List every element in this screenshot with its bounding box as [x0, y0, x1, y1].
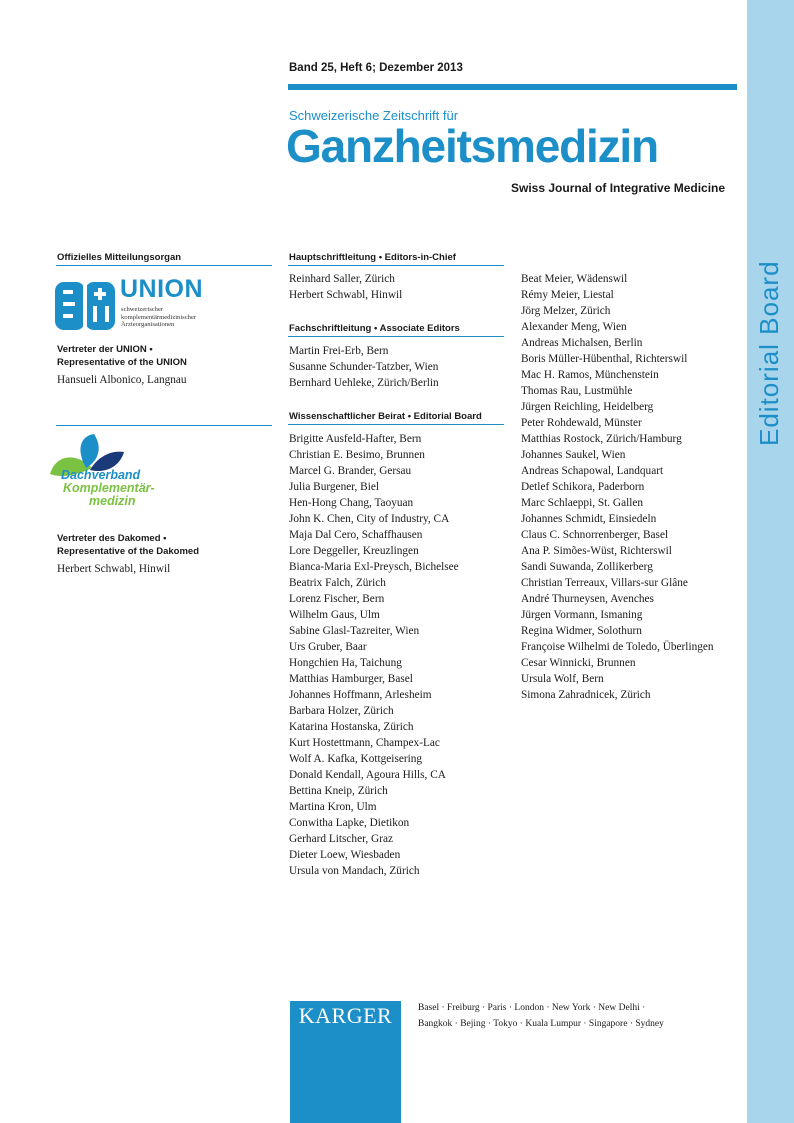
list-item: Conwitha Lapke, Dietikon — [289, 817, 410, 829]
list-item: Ana P. Simões-Wüst, Richterswil — [521, 545, 672, 557]
associate-editors-rule — [288, 336, 504, 337]
publisher-cities-line: Bangkok · Bejing · Tokyo · Kuala Lumpur · Singapore · Sydney — [418, 1019, 664, 1029]
list-item: Jürgen Vormann, Ismaning — [521, 609, 643, 621]
left-rule-mid — [56, 425, 272, 426]
list-item: Cesar Winnicki, Brunnen — [521, 657, 636, 669]
list-item: Jörg Melzer, Zürich — [521, 305, 611, 317]
associate-editors-heading: Fachschriftleitung • Associate Editors — [289, 323, 460, 334]
union-logo-subtext — [121, 306, 261, 329]
union-sub-line: schweizerischer — [121, 306, 164, 313]
list-item: Martina Kron, Ulm — [289, 801, 377, 813]
list-item: Johannes Saukel, Wien — [521, 449, 626, 461]
list-item: Detlef Schikora, Paderborn — [521, 481, 645, 493]
editorial-board-heading: Wissenschaftlicher Beirat • Editorial Board — [289, 411, 482, 422]
list-item: Susanne Schunder-Tatzber, Wien — [289, 361, 439, 373]
editorial-board-column-2 — [521, 271, 714, 703]
list-item: Bernhard Uehleke, Zürich/Berlin — [289, 377, 439, 389]
karger-logo-word: KARGER — [298, 1003, 393, 1028]
list-item: Hongchien Ha, Taichung — [289, 657, 402, 669]
editors-in-chief-list — [289, 271, 402, 303]
dakomed-rep-heading-line: Vertreter des Dakomed • — [57, 533, 167, 544]
list-item: Bianca-Maria Exl-Preysch, Bichelsee — [289, 561, 459, 573]
editorial-board-column-1 — [289, 431, 459, 879]
list-item: Kurt Hostettmann, Champex-Lac — [289, 737, 440, 749]
list-item: Wolf A. Kafka, Kottgeisering — [289, 753, 423, 765]
list-item: Christian E. Besimo, Brunnen — [289, 449, 425, 461]
list-item: Lore Deggeller, Kreuzlingen — [289, 545, 419, 557]
list-item: Hen-Hong Chang, Taoyuan — [289, 497, 414, 509]
list-item: Jürgen Reichling, Heidelberg — [521, 401, 654, 413]
list-item: Martin Frei-Erb, Bern — [289, 345, 389, 357]
publisher-cities — [418, 1000, 664, 1032]
list-item: Françoise Wilhelmi de Toledo, Überlingen — [521, 641, 714, 653]
list-item: André Thurneysen, Avenches — [521, 593, 654, 605]
list-item: Donald Kendall, Agoura Hills, CA — [289, 769, 446, 781]
list-item: Brigitte Ausfeld-Hafter, Bern — [289, 433, 422, 445]
list-item: Bettina Kneip, Zürich — [289, 785, 388, 797]
list-item: Simona Zahradnicek, Zürich — [521, 689, 651, 701]
journal-title: Ganzheitsmedizin — [286, 120, 658, 172]
editors-in-chief-heading: Hauptschriftleitung • Editors-in-Chief — [289, 252, 456, 263]
dakomed-logo-line: Komplementär- — [63, 481, 155, 495]
list-item: Matthias Rostock, Zürich/Hamburg — [521, 433, 682, 445]
left-rule-top — [56, 265, 272, 266]
official-organ-heading: Offizielles Mitteilungsorgan — [57, 252, 182, 263]
list-item: Peter Rohdewald, Münster — [521, 417, 642, 429]
list-item: Lorenz Fischer, Bern — [289, 593, 385, 605]
list-item: Alexander Meng, Wien — [521, 321, 627, 333]
list-item: Thomas Rau, Lustmühle — [521, 385, 633, 397]
union-rep-heading-line: Vertreter der UNION • — [57, 344, 153, 355]
list-item: Claus C. Schnorrenberger, Basel — [521, 529, 669, 541]
editors-in-chief-rule — [288, 265, 504, 266]
list-item: Beatrix Falch, Zürich — [289, 577, 386, 589]
list-item: Maja Dal Cero, Schaffhausen — [289, 529, 423, 541]
list-item: Julia Burgener, Biel — [289, 481, 380, 493]
list-item: Sandi Suwanda, Zollikerberg — [521, 561, 653, 573]
dakomed-logo-text — [61, 469, 155, 508]
list-item: Ursula Wolf, Bern — [521, 673, 604, 685]
journal-subtitle: Schweizerische Zeitschrift für — [289, 108, 459, 123]
union-sub-line: Ärzteorganisationen — [121, 321, 175, 328]
union-sub-line: komplementärmedizinischer — [121, 313, 197, 321]
list-item: Urs Gruber, Baar — [289, 641, 367, 653]
list-item: Barbara Holzer, Zürich — [289, 705, 394, 717]
publisher-cities-line: Basel · Freiburg · Paris · London · New York · New Delhi · — [418, 1003, 646, 1013]
union-rep-heading-line: Representative of the UNION — [57, 357, 187, 368]
list-item: Katarina Hostanska, Zürich — [289, 721, 414, 733]
union-logo-word: UNION — [120, 275, 204, 303]
list-item: Reinhard Saller, Zürich — [289, 273, 395, 285]
list-item: Dieter Loew, Wiesbaden — [289, 849, 401, 861]
list-item: Marc Schlaeppi, St. Gallen — [521, 497, 644, 509]
list-item: Christian Terreaux, Villars-sur Glâne — [521, 577, 688, 589]
editorial-board-rule — [288, 424, 504, 425]
list-item: Rémy Meier, Liestal — [521, 289, 614, 301]
associate-editors-list — [289, 343, 439, 391]
list-item: John K. Chen, City of Industry, CA — [289, 513, 450, 525]
list-item: Mac H. Ramos, Münchenstein — [521, 369, 659, 381]
list-item: Andreas Michalsen, Berlin — [521, 337, 643, 349]
union-logo-icon — [55, 280, 117, 332]
dakomed-rep-name: Herbert Schwabl, Hinwil — [57, 563, 171, 575]
list-item: Regina Widmer, Solothurn — [521, 625, 642, 637]
list-item: Marcel G. Brander, Gersau — [289, 465, 412, 477]
list-item: Matthias Hamburger, Basel — [289, 673, 413, 685]
union-rep-name: Hansueli Albonico, Langnau — [57, 374, 187, 386]
list-item: Beat Meier, Wädenswil — [521, 273, 628, 285]
union-rep-heading — [57, 343, 187, 369]
list-item: Johannes Hoffmann, Arlesheim — [289, 689, 432, 701]
list-item: Gerhard Litscher, Graz — [289, 833, 393, 845]
header-bar — [288, 84, 737, 90]
list-item: Johannes Schmidt, Einsiedeln — [521, 513, 657, 525]
list-item: Herbert Schwabl, Hinwil — [289, 289, 403, 301]
list-item: Wilhelm Gaus, Ulm — [289, 609, 380, 621]
dakomed-rep-heading-line: Representative of the Dakomed — [57, 546, 200, 557]
issue-info: Band 25, Heft 6; Dezember 2013 — [289, 62, 463, 74]
list-item: Ursula von Mandach, Zürich — [289, 865, 420, 877]
journal-english-title: Swiss Journal of Integrative Medicine — [511, 181, 726, 195]
dakomed-logo-line: medizin — [89, 494, 136, 508]
list-item: Andreas Schapowal, Landquart — [521, 465, 664, 477]
list-item: Sabine Glasl-Tazreiter, Wien — [289, 625, 420, 637]
dakomed-logo-line: Dachverband — [61, 468, 141, 482]
list-item: Boris Müller-Hübenthal, Richterswil — [521, 353, 688, 365]
sidebar-label: Editorial Board — [754, 260, 784, 446]
dakomed-rep-heading — [57, 532, 199, 558]
